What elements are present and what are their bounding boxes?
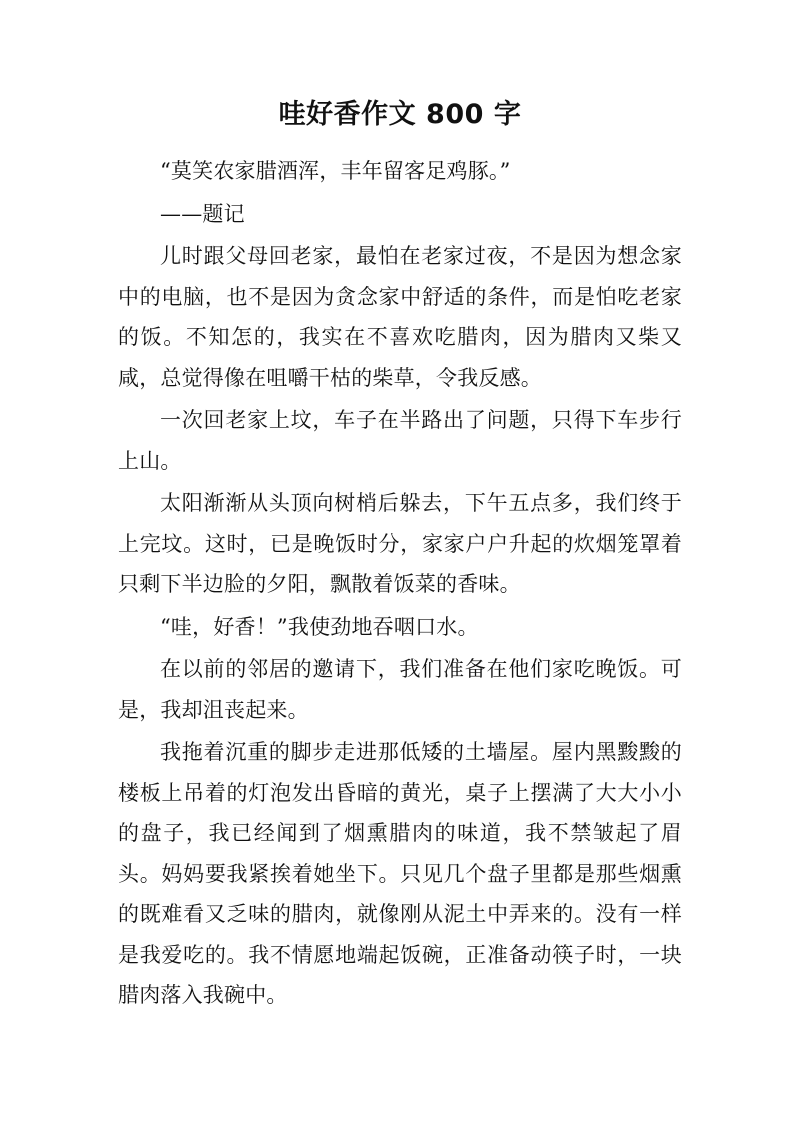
paragraph: 太阳渐渐从头顶向树梢后躲去，下午五点多，我们终于上完坟。这时，已是晚饭时分，家家户户升起的炊烟笼罩着只剩下半边脸的夕阳，飘散着饭菜的香味。 <box>118 491 682 596</box>
paragraph: 一次回老家上坟，车子在半路出了问题，只得下车步行上山。 <box>118 408 682 473</box>
paragraph-epigraph-attribution: ——题记 <box>160 201 245 226</box>
paragraph-epigraph: “莫笑农家腊酒浑，丰年留客足鸡豚。” <box>160 159 511 183</box>
paragraph: 我拖着沉重的脚步走进那低矮的土墙屋。屋内黑黢黢的楼板上吊着的灯泡发出昏暗的黄光，桌子上摆满了大大小小的盘子，我已经闻到了烟熏腊肉的味道，我不禁皱起了眉头。妈妈要我紧挨着她坐下。只见几个盘子里都是那些烟熏的既难看又乏味的腊肉，就像刚从泥土中弄来的。没有一样是我爱吃的。我不情愿地端起饭碗，正准备动筷子时，一块腊肉落入我碗中。 <box>118 740 682 1007</box>
paragraph: “哇，好香！”我使劲地吞咽口水。 <box>160 614 479 639</box>
paragraph: 儿时跟父母回老家，最怕在老家过夜，不是因为想念家中的电脑，也不是因为贪念家中舒适的条件，而是怕吃老家的饭。不知怎的，我实在不喜欢吃腊肉，因为腊肉又柴又咸，总觉得像在咀嚼干枯的柴草，令我反感。 <box>118 244 682 390</box>
paragraph: 在以前的邻居的邀请下，我们准备在他们家吃晚饭。可是，我却沮丧起来。 <box>118 657 682 722</box>
document-title: 哇好香作文 800 字 <box>278 99 522 130</box>
